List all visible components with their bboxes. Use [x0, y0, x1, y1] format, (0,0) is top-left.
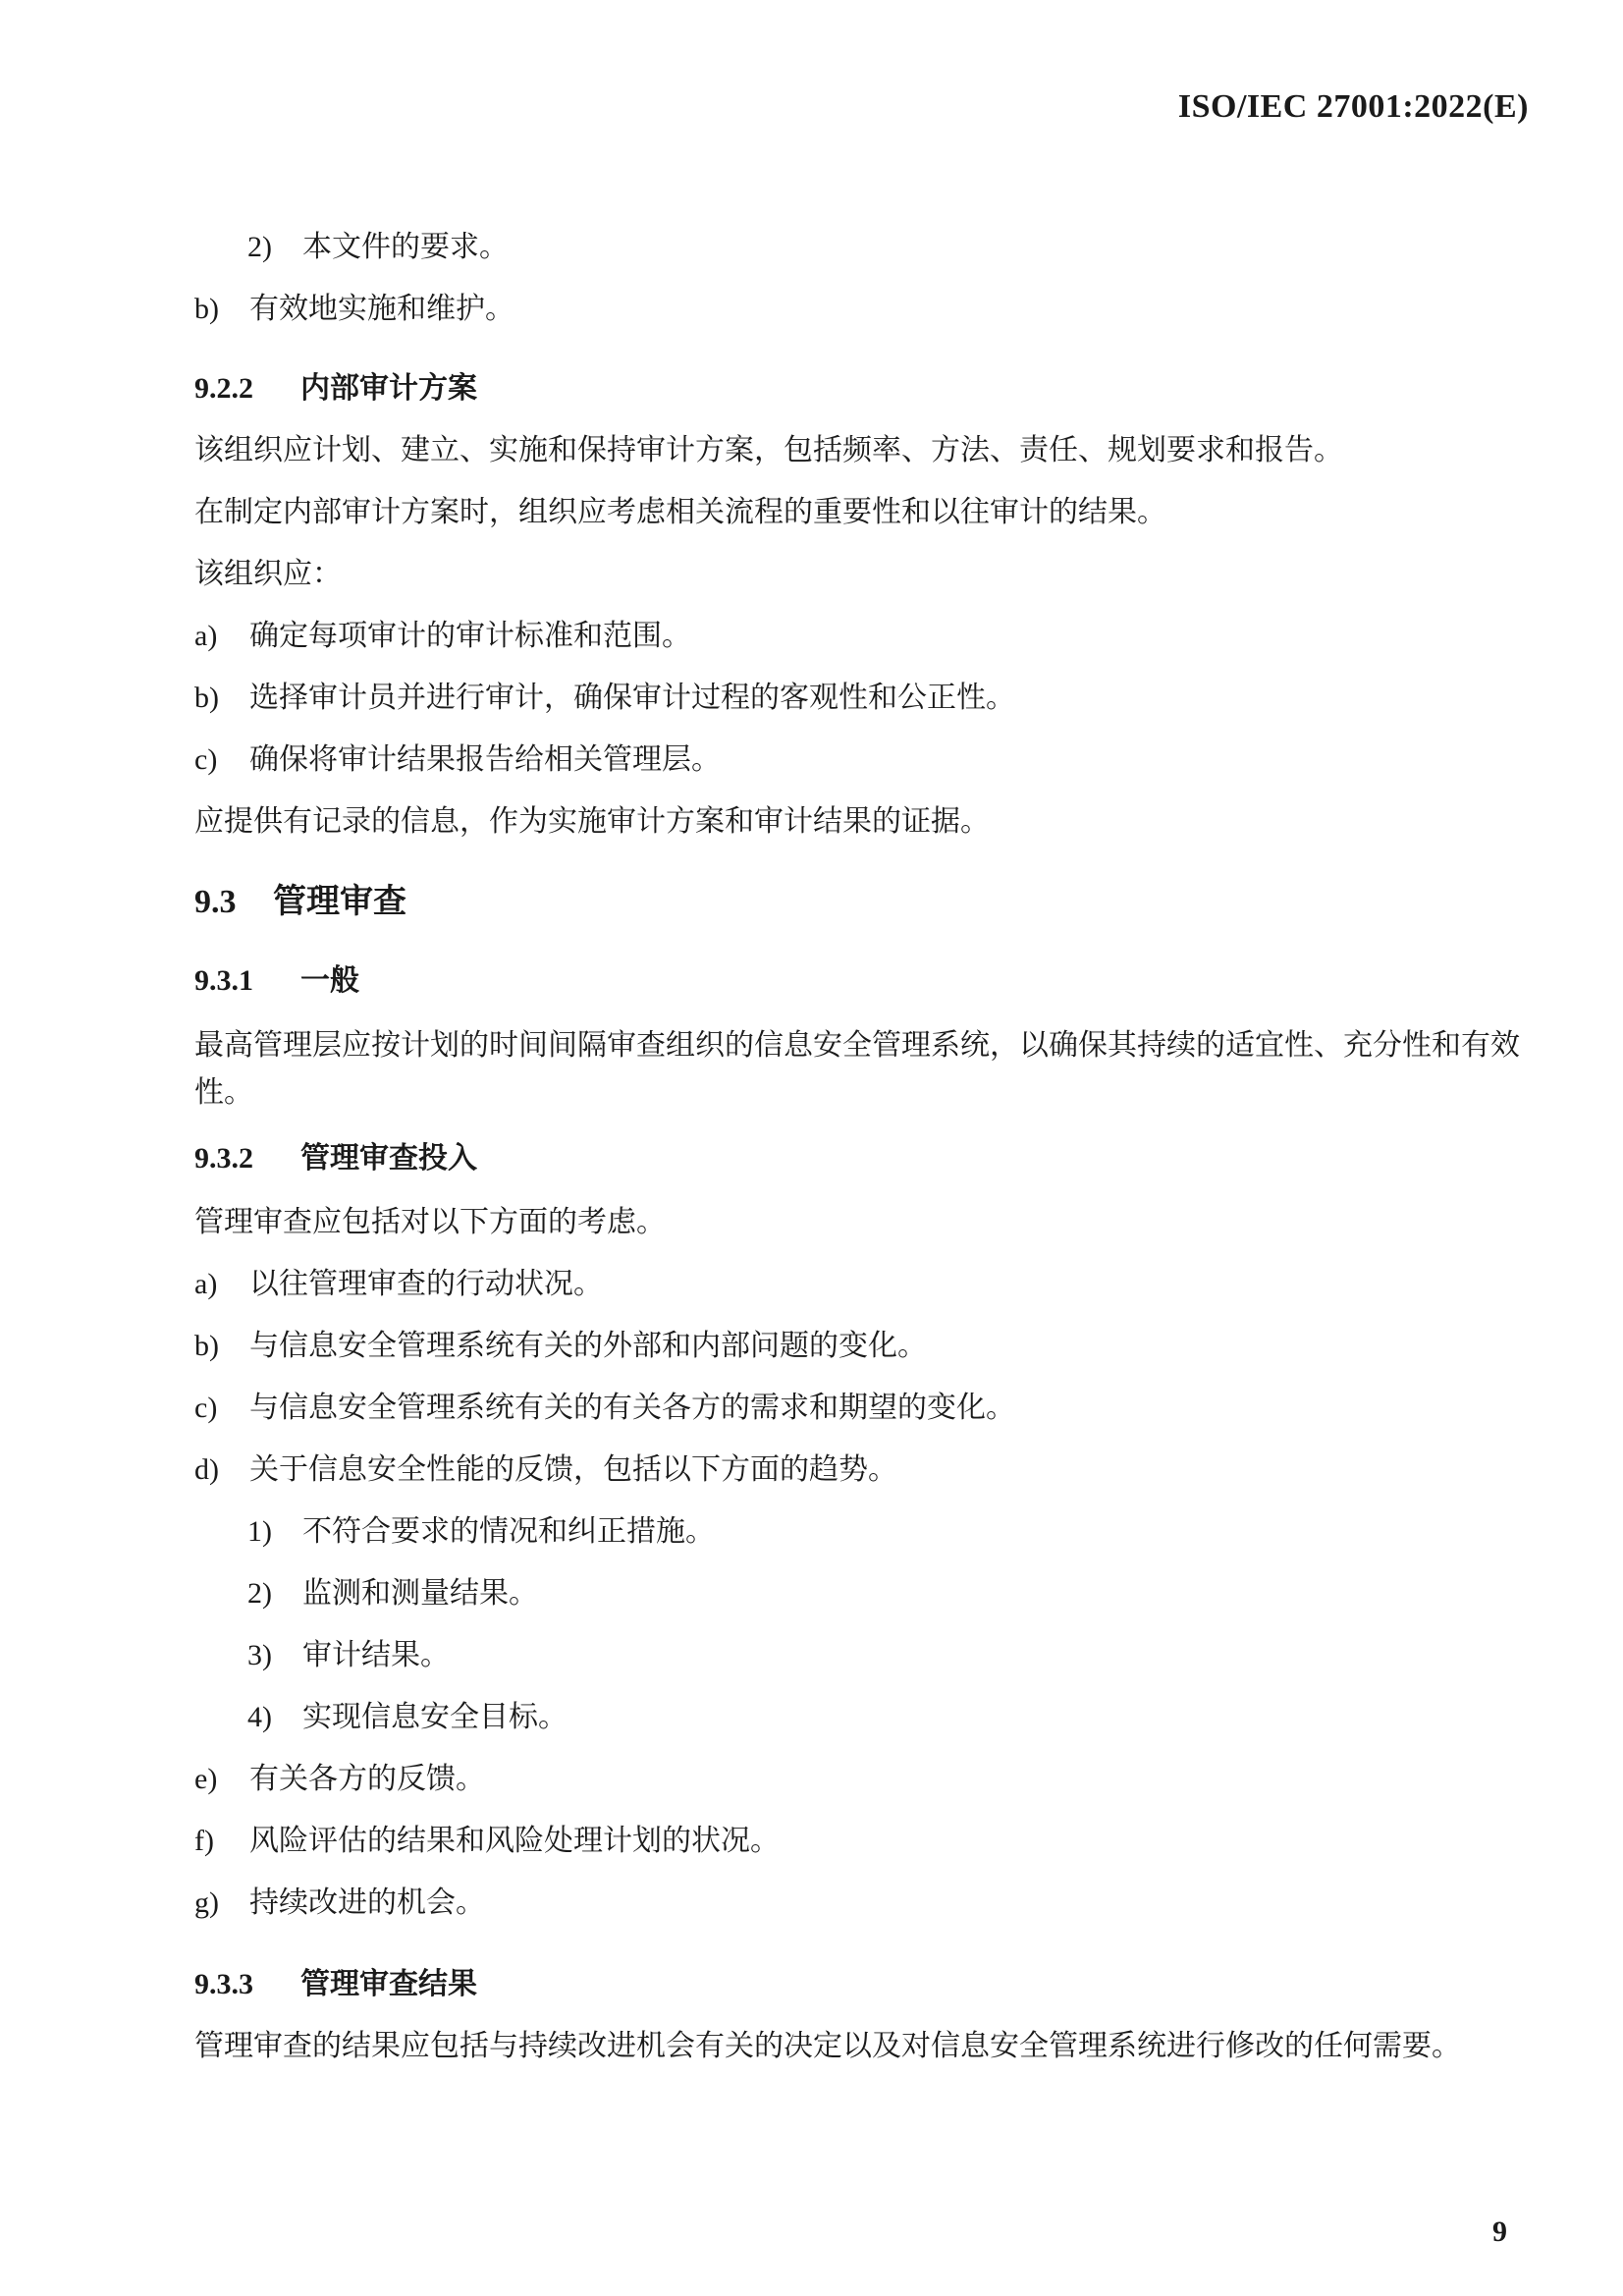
list-text: 有关各方的反馈。 [249, 1762, 485, 1796]
page-number: 9 [1492, 2215, 1507, 2248]
list-text: 与信息安全管理系统有关的外部和内部问题的变化。 [249, 1329, 927, 1363]
list-label: e) [194, 1763, 218, 1795]
section-number: 9.3.1 [194, 964, 253, 997]
list-item [194, 613, 1540, 660]
list-label: b) [194, 682, 219, 714]
document-id: ISO/IEC 27001:2022(E) [1177, 88, 1529, 125]
list-text: 有效地实施和维护。 [249, 292, 514, 326]
list-label: c) [194, 1392, 218, 1424]
list-item [194, 737, 1540, 784]
list-label: c) [194, 743, 218, 776]
list-item [194, 1818, 1540, 1865]
paragraph: 该组织应： [194, 557, 342, 591]
list-item [194, 1385, 1540, 1432]
list-text: 关于信息安全性能的反馈，包括以下方面的趋势。 [249, 1452, 897, 1487]
section-heading-9-2-2 [194, 365, 477, 412]
list-text: 本文件的要求。 [302, 230, 509, 264]
sub-list-item [247, 1570, 1593, 1617]
list-item [194, 675, 1540, 722]
list-text: 审计结果。 [302, 1638, 450, 1672]
list-text: 以往管理审查的行动状况。 [249, 1267, 603, 1301]
paragraph: 该组织应计划、建立、实施和保持审计方案，包括频率、方法、责任、规划要求和报告。 [194, 433, 1343, 467]
list-item [194, 1447, 1540, 1494]
list-label: f) [194, 1825, 214, 1857]
section-number: 9.3 [194, 884, 237, 920]
list-item [194, 286, 1540, 333]
list-text: 实现信息安全目标。 [302, 1700, 568, 1734]
list-text: 不符合要求的情况和纠正措施。 [302, 1514, 715, 1549]
paragraph: 在制定内部审计方案时，组织应考虑相关流程的重要性和以往审计的结果。 [194, 495, 1166, 529]
list-label: b) [194, 293, 219, 325]
section-title: 管理审查 [273, 882, 406, 921]
list-label: a) [194, 1268, 218, 1300]
list-item [194, 1880, 1540, 1927]
section-title: 管理审查投入 [300, 1141, 477, 1175]
list-text: 确定每项审计的审计标准和范围。 [249, 619, 691, 653]
list-label: 3) [247, 1639, 272, 1671]
sub-list-item [247, 1694, 1593, 1741]
list-label: 2) [247, 1577, 272, 1610]
section-number: 9.3.2 [194, 1142, 253, 1175]
paragraph: 管理审查应包括对以下方面的考虑。 [194, 1205, 666, 1239]
list-text: 确保将审计结果报告给相关管理层。 [249, 742, 721, 777]
list-label: g) [194, 1886, 219, 1919]
list-item [194, 1261, 1540, 1308]
list-text: 持续改进的机会。 [249, 1886, 485, 1920]
paragraph: 应提供有记录的信息，作为实施审计方案和审计结果的证据。 [194, 804, 990, 839]
paragraph: 管理审查的结果应包括与持续改进机会有关的决定以及对信息安全管理系统进行修改的任何需要。 [194, 2029, 1461, 2063]
list-text: 监测和测量结果。 [302, 1576, 538, 1611]
section-title: 管理审查结果 [300, 1967, 477, 2001]
list-label: 2) [247, 231, 272, 263]
section-title: 一般 [300, 963, 359, 998]
list-item [247, 224, 1593, 271]
section-number: 9.2.2 [194, 372, 253, 405]
list-text: 与信息安全管理系统有关的有关各方的需求和期望的变化。 [249, 1391, 1015, 1425]
list-text: 风险评估的结果和风险处理计划的状况。 [249, 1824, 780, 1858]
section-title: 内部审计方案 [300, 371, 477, 406]
list-text: 选择审计员并进行审计，确保审计过程的客观性和公正性。 [249, 681, 1015, 715]
list-label: d) [194, 1453, 219, 1486]
list-label: 4) [247, 1701, 272, 1733]
list-label: 1) [247, 1515, 272, 1548]
section-heading-9-3-3 [194, 1961, 477, 2008]
list-item [194, 1756, 1540, 1803]
paragraph: 最高管理层应按计划的时间间隔审查组织的信息安全管理系统，以确保其持续的适宜性、充分性和有效性。 [194, 1028, 1520, 1110]
sub-list-item [247, 1632, 1593, 1679]
list-label: b) [194, 1330, 219, 1362]
section-number: 9.3.3 [194, 1968, 253, 2000]
section-heading-9-3-2 [194, 1135, 477, 1182]
section-heading-9-3 [194, 878, 406, 926]
list-label: a) [194, 620, 218, 652]
section-heading-9-3-1 [194, 957, 359, 1005]
sub-list-item [247, 1508, 1593, 1556]
list-item [194, 1323, 1540, 1370]
